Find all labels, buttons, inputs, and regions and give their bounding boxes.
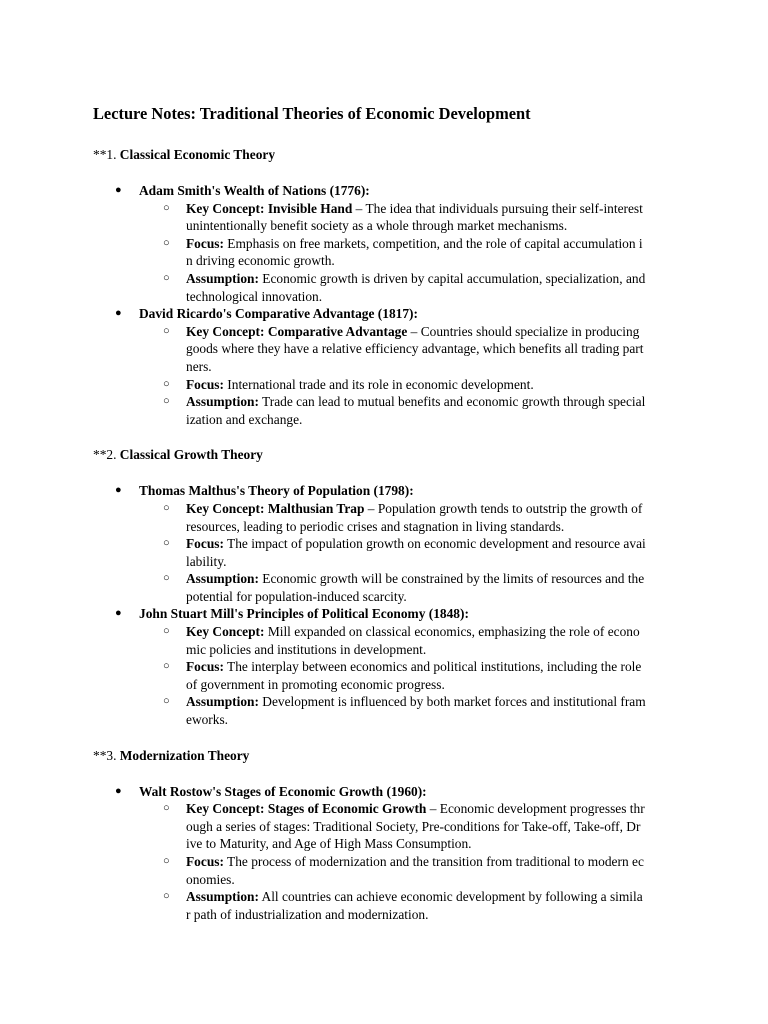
point-text: technological innovation. bbox=[186, 288, 323, 304]
point-text: – The idea that individuals pursuing their self-interest bbox=[352, 200, 643, 216]
bullet-icon: ● bbox=[115, 484, 122, 497]
point-label: Focus: bbox=[186, 659, 224, 675]
point-label: Key Concept: Invisible Hand bbox=[186, 200, 353, 216]
section-heading bbox=[93, 747, 675, 765]
point-text: ization and exchange. bbox=[186, 411, 303, 427]
section-heading bbox=[93, 446, 675, 464]
section-name: Modernization Theory bbox=[119, 747, 250, 763]
list-item bbox=[139, 393, 675, 428]
point-text: ners. bbox=[186, 358, 212, 374]
list-item bbox=[139, 693, 675, 728]
list-item bbox=[139, 270, 675, 305]
bullet-icon: ● bbox=[115, 607, 122, 620]
point-text: Trade can lead to mutual benefits and economic growth through special bbox=[258, 394, 646, 410]
point-label: Assumption: bbox=[186, 571, 259, 587]
point-list bbox=[139, 323, 675, 429]
document-title: Lecture Notes: Traditional Theories of Economic Development bbox=[93, 104, 531, 123]
point-text: of government in promoting economic progress. bbox=[186, 676, 445, 692]
point-label: Focus: bbox=[186, 854, 224, 869]
theorist-name: Walt Rostow's Stages of Economic Growth (1960): bbox=[139, 783, 427, 799]
list-item-adam-smith bbox=[93, 182, 675, 305]
list-item bbox=[139, 658, 675, 693]
document-page bbox=[93, 104, 675, 923]
point-text: Mill expanded on classical economics, emphasizing the role of econo bbox=[264, 624, 640, 640]
point-list bbox=[139, 200, 675, 306]
point-text: – Economic development progresses thr bbox=[426, 801, 645, 817]
list-item-thomas-malthus bbox=[93, 482, 675, 605]
point-text: The impact of population growth on economic development and resource avai bbox=[223, 536, 646, 552]
circle-bullet-icon: ○ bbox=[163, 501, 170, 514]
circle-bullet-icon: ○ bbox=[163, 890, 170, 903]
section-modernization-theory bbox=[93, 747, 675, 924]
list-item bbox=[139, 376, 675, 394]
point-label: Key Concept: Comparative Advantage bbox=[186, 323, 408, 339]
circle-bullet-icon: ○ bbox=[163, 271, 170, 284]
point-text: Economic growth will be constrained by the limits of resources and the bbox=[258, 571, 645, 587]
list-item-john-stuart-mill bbox=[93, 605, 675, 728]
point-text: lability. bbox=[186, 553, 227, 569]
point-text: – Population growth tends to outstrip the growth of bbox=[364, 500, 643, 516]
circle-bullet-icon: ○ bbox=[163, 572, 170, 585]
circle-bullet-icon: ○ bbox=[163, 855, 170, 867]
list-item bbox=[139, 623, 675, 658]
list-item bbox=[139, 800, 675, 853]
point-text: International trade and its role in economic development. bbox=[223, 376, 534, 392]
point-text: Economic growth is driven by capital accumulation, specialization, and bbox=[258, 270, 646, 286]
point-text: ive to Maturity, and Age of High Mass Consumption. bbox=[186, 836, 472, 852]
point-label: Focus: bbox=[186, 235, 224, 251]
section-name: Classical Economic Theory bbox=[119, 147, 276, 162]
circle-bullet-icon: ○ bbox=[163, 201, 170, 214]
list-item-david-ricardo bbox=[93, 305, 675, 428]
point-label: Focus: bbox=[186, 376, 224, 392]
point-label: Key Concept: bbox=[186, 624, 265, 640]
point-list bbox=[139, 800, 675, 923]
list-item bbox=[139, 853, 675, 888]
point-text: potential for population-induced scarcity. bbox=[186, 588, 407, 604]
circle-bullet-icon: ○ bbox=[163, 537, 170, 550]
list-item-walt-rostow bbox=[93, 783, 675, 924]
point-text: The interplay between economics and political institutions, including the role bbox=[223, 659, 642, 675]
point-label: Key Concept: Malthusian Trap bbox=[186, 500, 365, 516]
section-marker: **2. bbox=[93, 447, 117, 463]
section-marker: **1. bbox=[93, 147, 117, 162]
theorist-name: Thomas Malthus's Theory of Population (1798): bbox=[139, 483, 414, 499]
theorist-name: David Ricardo's Comparative Advantage (1817): bbox=[139, 306, 418, 322]
circle-bullet-icon: ○ bbox=[163, 395, 170, 408]
point-text: mic policies and institutions in development. bbox=[186, 641, 427, 657]
section-classical-growth-theory bbox=[93, 446, 675, 728]
circle-bullet-icon: ○ bbox=[163, 802, 170, 815]
circle-bullet-icon: ○ bbox=[163, 695, 170, 708]
theorist-list bbox=[93, 182, 675, 428]
point-text: Development is influenced by both market forces and institutional fram bbox=[258, 694, 646, 710]
theorist-list bbox=[93, 482, 675, 728]
point-text: All countries can achieve economic development by following a simila bbox=[258, 889, 643, 905]
section-heading bbox=[93, 146, 675, 164]
point-text: onomies. bbox=[186, 871, 235, 887]
circle-bullet-icon: ○ bbox=[163, 660, 170, 673]
point-text: resources, leading to periodic crises and stagnation in living standards. bbox=[186, 518, 565, 534]
point-label: Key Concept: Stages of Economic Growth bbox=[186, 801, 427, 817]
bullet-icon: ● bbox=[115, 307, 122, 320]
point-text: n driving economic growth. bbox=[186, 253, 335, 269]
point-text: goods where they have a relative efficiency advantage, which benefits all trading part bbox=[186, 341, 644, 357]
list-item bbox=[139, 500, 675, 535]
point-label: Assumption: bbox=[186, 694, 259, 710]
theorist-name: Adam Smith's Wealth of Nations (1776): bbox=[139, 183, 370, 198]
list-item bbox=[139, 235, 675, 270]
list-item bbox=[139, 535, 675, 570]
circle-bullet-icon: ○ bbox=[163, 236, 170, 249]
point-text: ough a series of stages: Traditional Society, Pre-conditions for Take-off, Take-off, Dr bbox=[186, 818, 641, 834]
point-list bbox=[139, 623, 675, 729]
point-label: Focus: bbox=[186, 536, 224, 552]
bullet-icon: ● bbox=[115, 184, 122, 196]
point-label: Assumption: bbox=[186, 394, 259, 410]
point-text: The process of modernization and the transition from traditional to modern ec bbox=[223, 854, 644, 869]
section-name: Classical Growth Theory bbox=[119, 447, 263, 463]
point-list bbox=[139, 500, 675, 606]
section-classical-economic-theory bbox=[93, 146, 675, 428]
point-text: r path of industrialization and modernization. bbox=[186, 906, 429, 922]
circle-bullet-icon: ○ bbox=[163, 377, 170, 390]
list-item bbox=[139, 888, 675, 923]
point-text: Emphasis on free markets, competition, and the role of capital accumulation i bbox=[223, 235, 643, 251]
point-label: Assumption: bbox=[186, 889, 259, 905]
theorist-name: John Stuart Mill's Principles of Political Economy (1848): bbox=[139, 606, 469, 622]
list-item bbox=[139, 323, 675, 376]
point-text: eworks. bbox=[186, 712, 229, 728]
point-text: unintentionally benefit society as a whole through market mechanisms. bbox=[186, 218, 568, 234]
point-label: Assumption: bbox=[186, 270, 259, 286]
circle-bullet-icon: ○ bbox=[163, 324, 170, 337]
list-item bbox=[139, 570, 675, 605]
circle-bullet-icon: ○ bbox=[163, 625, 170, 638]
theorist-list bbox=[93, 783, 675, 924]
point-text: – Countries should specialize in producing bbox=[407, 323, 640, 339]
bullet-icon: ● bbox=[115, 784, 122, 797]
section-marker: **3. bbox=[93, 747, 117, 763]
list-item bbox=[139, 200, 675, 235]
